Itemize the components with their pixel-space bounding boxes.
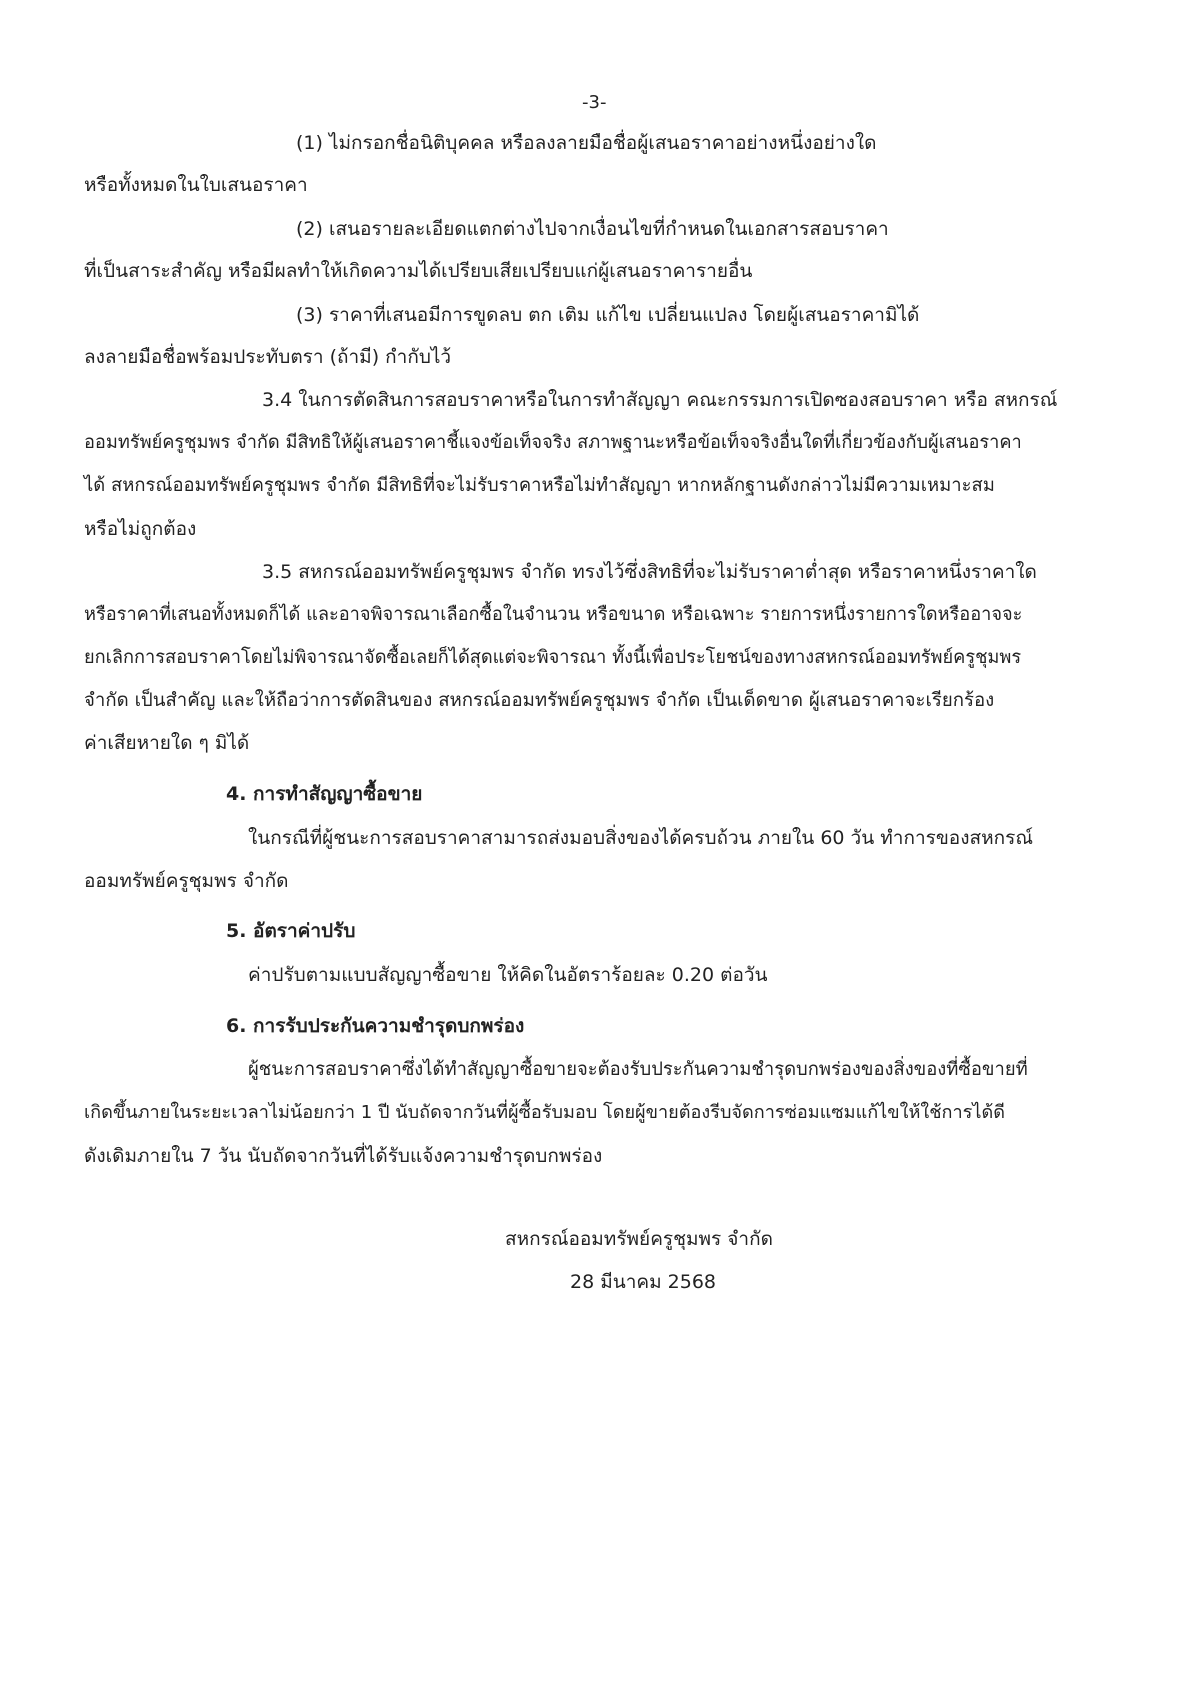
signature-organization: สหกรณ์ออมทรัพย์ครูชุมพร จำกัด [505,1228,773,1250]
clause-3-5-line-2: หรือราคาที่เสนอทั้งหมดก็ได้ และอาจพิจารณาเลือกซื้อในจำนวน หรือขนาด หรือเฉพาะ รายการหนึ่งรายการใดหรืออาจจะ [84,604,1023,625]
clause-3-5-line-1: 3.5 สหกรณ์ออมทรัพย์ครูชุมพร จำกัด ทรงไว้ซึ่งสิทธิที่จะไม่รับราคาต่ำสุด หรือราคาหนึ่งราคาใด [262,561,1037,583]
item-3-line-2: ลงลายมือชื่อพร้อมประทับตรา (ถ้ามี) กำกับไว้ [84,346,452,368]
signature-date: 28 มีนาคม 2568 [570,1271,717,1293]
item-2-line-1: (2) เสนอรายละเอียดแตกต่างไปจากเงื่อนไขที่กำหนดในเอกสารสอบราคา [296,218,889,240]
item-1-line-2: หรือทั้งหมดในใบเสนอราคา [84,174,308,196]
section-4-heading: 4. การทำสัญญาซื้อขาย [226,783,423,805]
section-4-line-1: ในกรณีที่ผู้ชนะการสอบราคาสามารถส่งมอบสิ่งของได้ครบถ้วน ภายใน 60 วัน ทำการของสหกรณ์ [248,827,1033,849]
clause-3-4-line-3: ได้ สหกรณ์ออมทรัพย์ครูชุมพร จำกัด มีสิทธิที่จะไม่รับราคาหรือไม่ทำสัญญา หากหลักฐานดังกล่าวไม่มีความเหมาะสม [84,475,995,496]
section-5-heading: 5. อัตราค่าปรับ [226,920,356,942]
item-2-line-2: ที่เป็นสาระสำคัญ หรือมีผลทำให้เกิดความได้เปรียบเสียเปรียบแก่ผู้เสนอราคารายอื่น [84,260,753,282]
clause-3-5-line-5: ค่าเสียหายใด ๆ มิได้ [84,732,250,754]
section-6-line-2: เกิดขึ้นภายในระยะเวลาไม่น้อยกว่า 1 ปี นับถัดจากวันที่ผู้ซื้อรับมอบ โดยผู้ขายต้องรีบจัดการซ่อมแซมแก้ไขให้ใช้การได้ดี [84,1102,1005,1123]
item-1-line-1: (1) ไม่กรอกชื่อนิติบุคคล หรือลงลายมือชื่อผู้เสนอราคาอย่างหนึ่งอย่างใด [296,132,877,154]
section-6-line-3: ดังเดิมภายใน 7 วัน นับถัดจากวันที่ได้รับแจ้งความชำรุดบกพร่อง [84,1145,603,1167]
clause-3-4-line-2: ออมทรัพย์ครูชุมพร จำกัด มีสิทธิให้ผู้เสนอราคาชี้แจงข้อเท็จจริง สภาพฐานะหรือข้อเท็จจริงอื่นใดที่เกี่ยวข้องกับผู้เสนอราคา [84,432,1022,453]
clause-3-4-line-1: 3.4 ในการตัดสินการสอบราคาหรือในการทำสัญญา คณะกรรมการเปิดซองสอบราคา หรือ สหกรณ์ [262,389,1058,411]
section-6-heading: 6. การรับประกันความชำรุดบกพร่อง [226,1015,525,1037]
clause-3-5-line-4: จำกัด เป็นสำคัญ และให้ถือว่าการตัดสินของ สหกรณ์ออมทรัพย์ครูชุมพร จำกัด เป็นเด็ดขาด ผู้เสนอราคาจะเรียกร้อง [84,690,995,711]
item-3-line-1: (3) ราคาที่เสนอมีการขูดลบ ตก เติม แก้ไข เปลี่ยนแปลง โดยผู้เสนอราคามิได้ [296,304,920,326]
clause-3-4-line-4: หรือไม่ถูกต้อง [84,518,197,540]
section-4-line-2: ออมทรัพย์ครูชุมพร จำกัด [84,870,289,892]
section-6-line-1: ผู้ชนะการสอบราคาซึ่งได้ทำสัญญาซื้อขายจะต้องรับประกันความชำรุดบกพร่องของสิ่งของที่ซื้อขายที่ [248,1059,1028,1080]
section-5-line-1: ค่าปรับตามแบบสัญญาซื้อขาย ให้คิดในอัตราร้อยละ 0.20 ต่อวัน [248,964,768,986]
clause-3-5-line-3: ยกเลิกการสอบราคาโดยไม่พิจารณาจัดซื้อเลยก็ได้สุดแต่จะพิจารณา ทั้งนี้เพื่อประโยชน์ของทางสหกรณ์ออมทรัพย์ครูชุมพร [84,647,1022,668]
page-number: -3- [582,92,607,113]
